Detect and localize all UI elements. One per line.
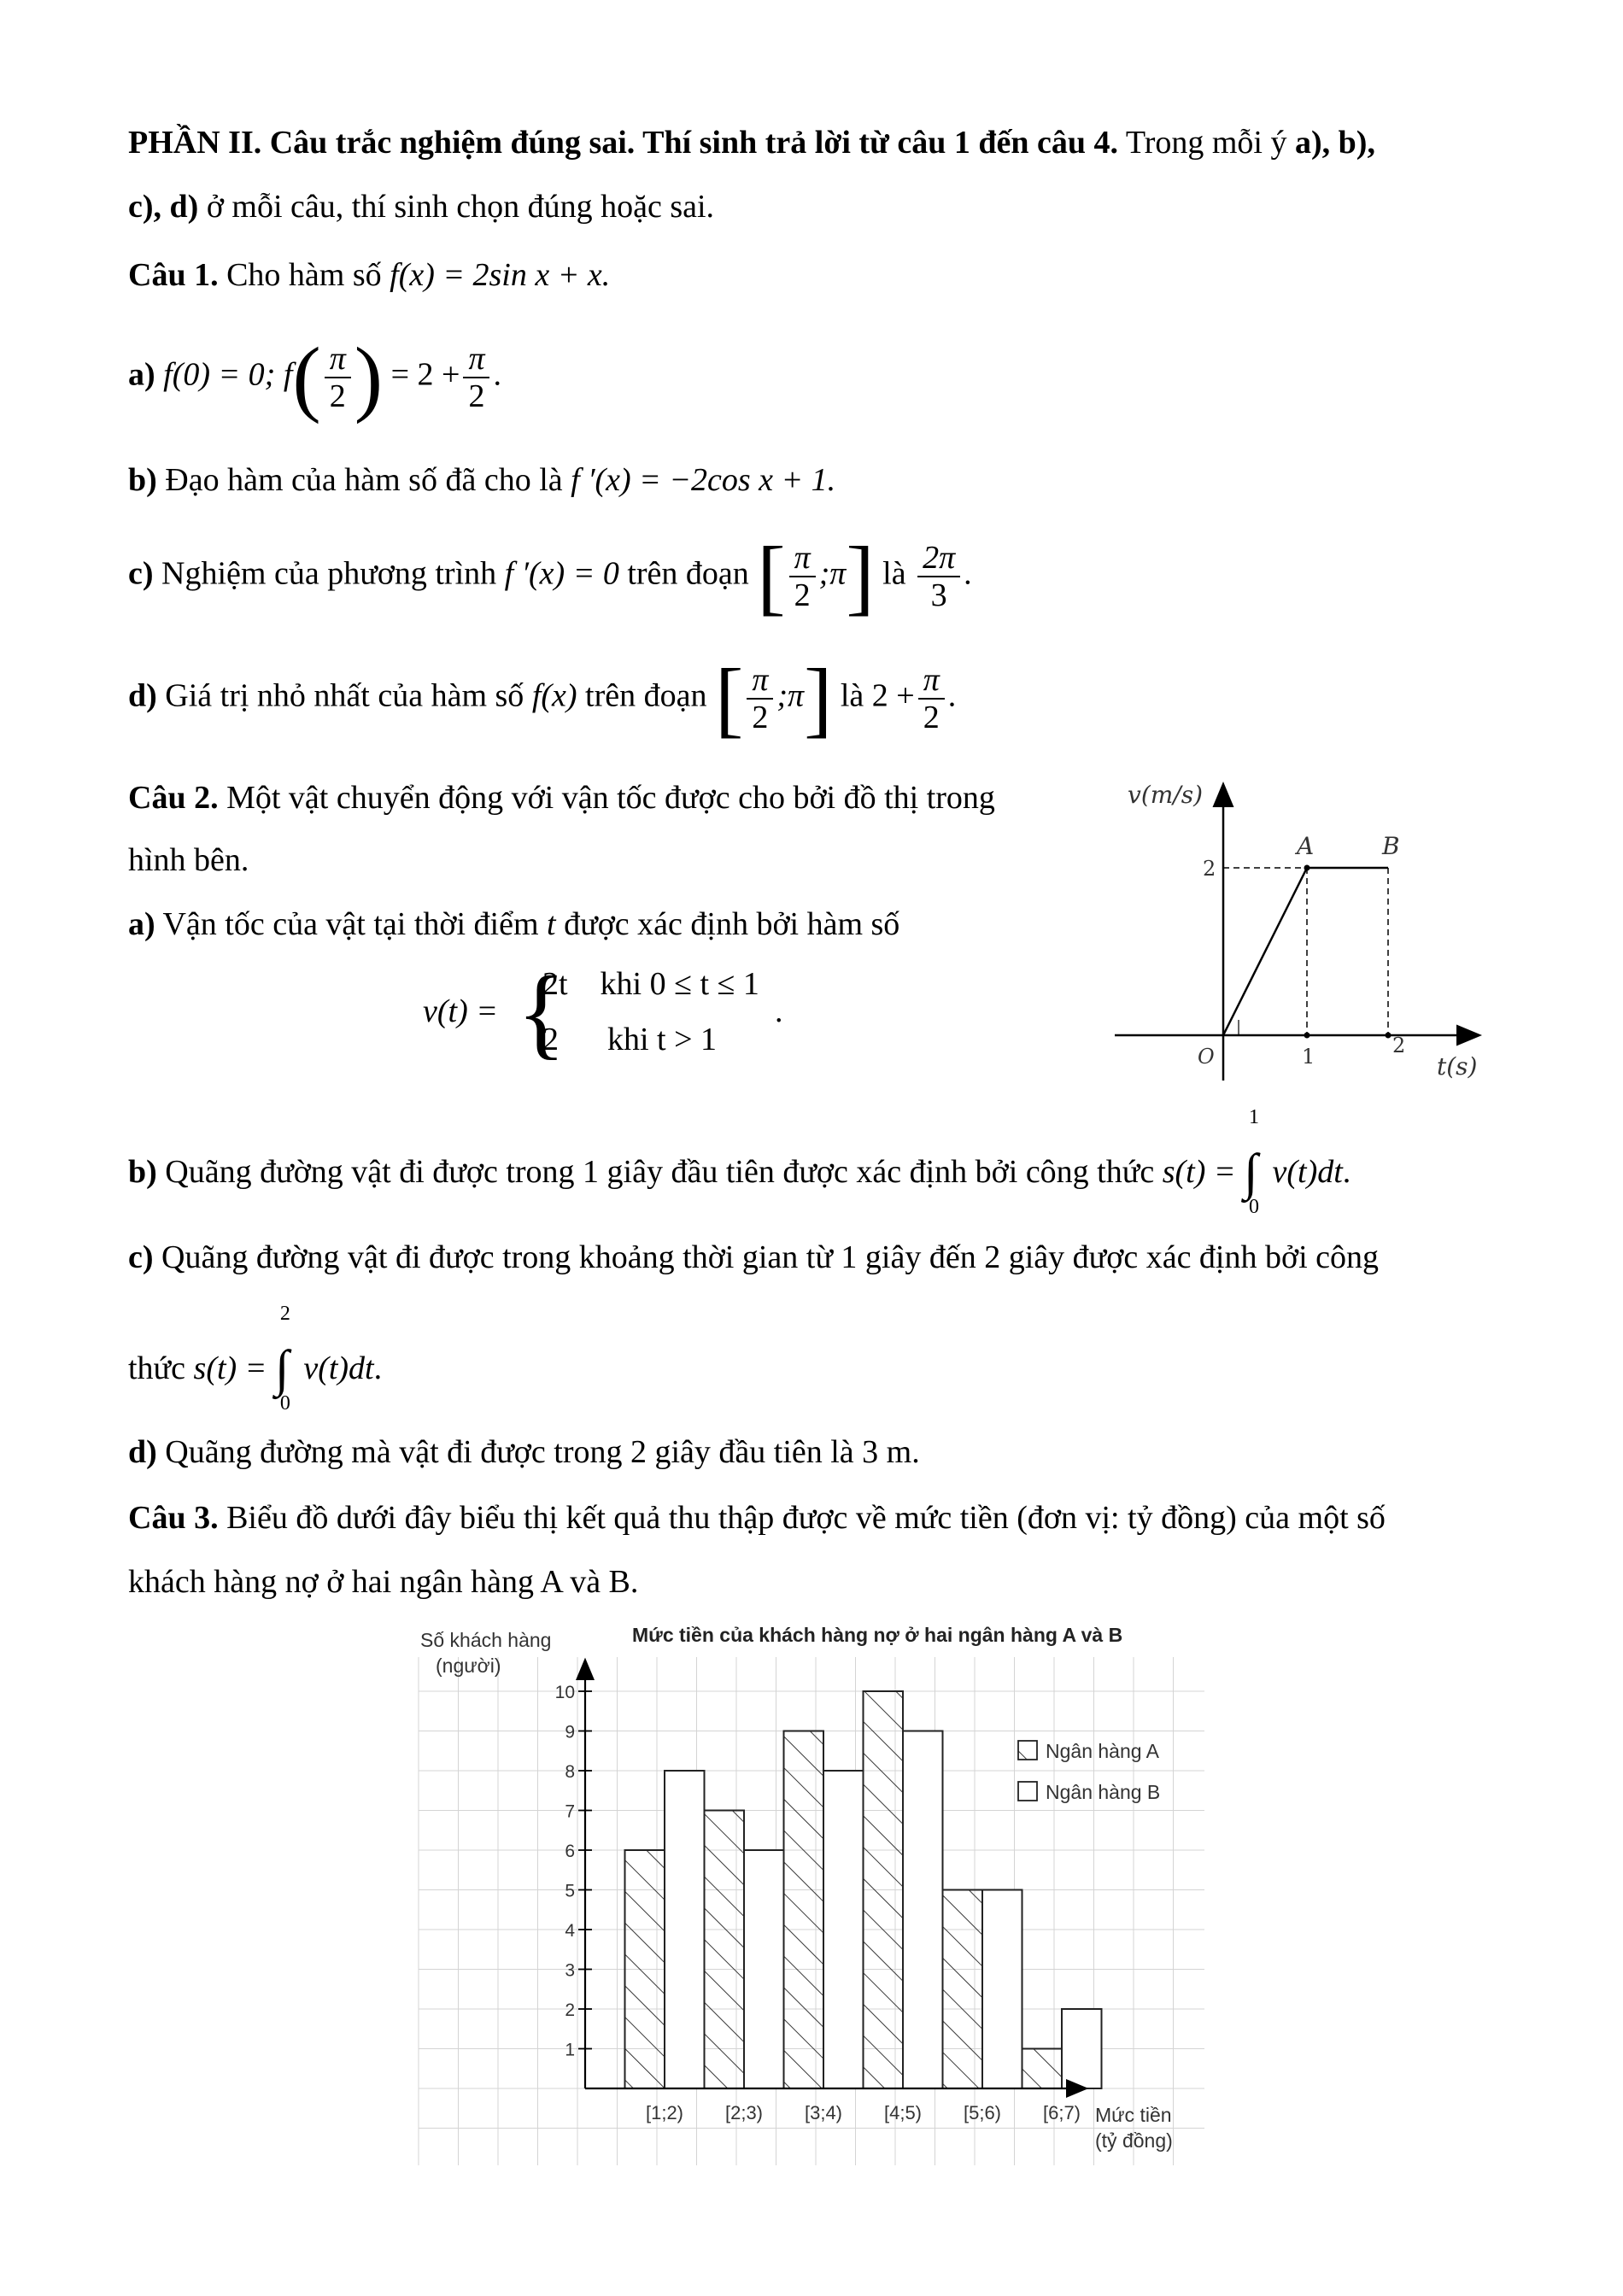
section-header-part: PHẦN II. Câu trắc nghiệm đúng sai. Thí sinh trả lời từ câu 1 đến câu 4. bbox=[128, 125, 1119, 161]
section-header-line2-text: ở mỗi câu, thí sinh chọn đúng hoặc sai. bbox=[198, 189, 715, 225]
x-tick-label: [3;4) bbox=[804, 2102, 843, 2123]
q1-d-label: d) bbox=[128, 677, 157, 714]
q1-c-frac-2: $\frac{2\pi}{3}$ bbox=[917, 540, 960, 613]
y-tick-label: 8 bbox=[565, 1762, 575, 1782]
graph-tick-x2: 2 bbox=[1392, 1034, 1406, 1057]
section-header-tail: Trong mỗi ý bbox=[1118, 125, 1295, 161]
q1-c-formula: f ′(x) = 0 bbox=[504, 555, 619, 592]
bar-bank-b bbox=[665, 1771, 705, 2088]
graph-origin: O bbox=[1198, 1045, 1215, 1069]
q2-piece-2: 2 khi t > 1 bbox=[542, 1022, 718, 1057]
bar-bank-b bbox=[1062, 2009, 1102, 2088]
bar-bank-a bbox=[705, 1811, 745, 2089]
q1-d-text: Giá trị nhỏ nhất của hàm số bbox=[156, 677, 532, 714]
graph-point-a bbox=[1304, 865, 1310, 871]
y-tick-label: 1 bbox=[565, 2040, 575, 2060]
q3-label: Câu 3. bbox=[128, 1500, 219, 1536]
q1-d-frac-2: $\frac{\pi}{2}$ bbox=[918, 662, 945, 735]
q1-a: a) f(0) = 0; f( $\frac{\pi}{2}$ ) = 2 + $\frac{\pi}{2}$ . bbox=[128, 330, 501, 425]
q2-d: d) Quãng đường mà vật đi được trong 2 giây đầu tiên là 3 m. bbox=[128, 1434, 920, 1470]
chart-xlabel-1: Mức tiền bbox=[1095, 2104, 1172, 2126]
q1-c-frac-1: $\frac{\pi}{2}$ bbox=[789, 540, 816, 613]
graph-point-x1 bbox=[1304, 1033, 1310, 1039]
x-tick-label: [6;7) bbox=[1042, 2102, 1081, 2123]
q2-d-label: d) bbox=[128, 1434, 157, 1470]
q2-c-label: c) bbox=[128, 1239, 154, 1275]
graph-tick-x1: 1 bbox=[1302, 1045, 1315, 1069]
chart-xlabel-2: (tỷ đồng) bbox=[1095, 2129, 1173, 2152]
q1-label: Câu 1. bbox=[128, 257, 219, 293]
q2-stem-1: Câu 2. Một vật chuyển động với vận tốc được cho bởi đồ thị trong bbox=[128, 780, 995, 816]
q1-function: f(x) = 2sin x + x. bbox=[390, 257, 611, 293]
graph-point-x2 bbox=[1386, 1033, 1392, 1039]
q1-a-frac-1: $\frac{\pi}{2}$ bbox=[325, 341, 351, 414]
q2-c: c) Quãng đường vật đi được trong khoảng thời gian từ 1 giây đến 2 giây được xác định bởi công bbox=[128, 1239, 1380, 1275]
bar-bank-a bbox=[625, 1850, 665, 2088]
q2-a: a) Vận tốc của vật tại thời điểm t được xác định bởi hàm số bbox=[128, 906, 900, 942]
q2-c-formula: thức s(t) = ∫ 2 0 v(t)dt. bbox=[128, 1303, 383, 1414]
y-tick-label: 2 bbox=[565, 2000, 575, 2020]
y-tick-label: 3 bbox=[565, 1960, 575, 1981]
brace-icon: { bbox=[517, 955, 566, 1069]
y-tick-label: 6 bbox=[565, 1842, 575, 1861]
q1-a-label: a) bbox=[128, 356, 155, 393]
q1-a-frac-2: $\frac{\pi}{2}$ bbox=[463, 341, 489, 414]
y-tick-label: 5 bbox=[565, 1881, 575, 1901]
q2-piece-1: 2t khi 0 ≤ t ≤ 1 bbox=[542, 966, 759, 1002]
bar-bank-b bbox=[823, 1771, 864, 2088]
section-header-options-1: a), b), bbox=[1295, 125, 1375, 161]
q1-stem bbox=[128, 256, 610, 294]
x-tick-label: [2;3) bbox=[724, 2102, 764, 2123]
bar-bank-a bbox=[864, 1691, 904, 2088]
q2-a-label: a) bbox=[128, 906, 155, 942]
bar-bank-b bbox=[903, 1731, 943, 2089]
q1-c: c) Nghiệm của phương trình f ′(x) = 0 trên đoạn [ $\frac{\pi}{2}$ ;π] là $\frac{2\pi}{3}$ . bbox=[128, 529, 972, 624]
q2-stem-2: hình bên. bbox=[128, 842, 249, 878]
graph-xlabel: t(s) bbox=[1437, 1052, 1478, 1081]
graph-label-b: B bbox=[1382, 832, 1400, 860]
q3-stem-2: khách hàng nợ ở hai ngân hàng A và B. bbox=[128, 1564, 639, 1600]
q1-a-formula-1: f(0) = 0; f bbox=[163, 356, 293, 393]
q1-d-formula: f(x) bbox=[531, 677, 577, 714]
q3-stem-1: Câu 3. Biểu đồ dưới đây biểu thị kết quả thu thập được về mức tiền (đơn vị: tỷ đồng) của một số bbox=[128, 1500, 1386, 1536]
x-tick-label: [1;2) bbox=[645, 2102, 684, 2123]
chart-ylabel-1: Số khách hàng bbox=[420, 1629, 552, 1651]
q1-b-formula: f ′(x) = −2cos x + 1. bbox=[571, 462, 836, 498]
graph-tick-y2: 2 bbox=[1203, 857, 1216, 881]
bar-bank-a bbox=[1022, 2049, 1063, 2089]
chart-legend bbox=[1018, 1740, 1160, 1803]
bar-bank-b bbox=[744, 1850, 784, 2088]
chart-ylabel-2: (người) bbox=[436, 1655, 501, 1677]
section-header-line-2 bbox=[128, 188, 714, 226]
q1-d: d) Giá trị nhỏ nhất của hàm số f(x) trên đoạn [ $\frac{\pi}{2}$ ;π] là 2 + $\frac{\pi}{2}$ . bbox=[128, 651, 957, 746]
legend-label-a: Ngân hàng A bbox=[1046, 1740, 1160, 1762]
x-tick-label: [5;6) bbox=[963, 2102, 1002, 2123]
bar-bank-a bbox=[943, 1890, 983, 2089]
q1-a-formula-2: = 2 + bbox=[390, 356, 460, 393]
legend-label-b: Ngân hàng B bbox=[1046, 1781, 1161, 1803]
section-header-line-1 bbox=[128, 124, 1375, 161]
graph-ylabel: v(m/s) bbox=[1128, 781, 1204, 809]
y-tick-label: 4 bbox=[565, 1921, 575, 1941]
q1-b-label: b) bbox=[128, 462, 157, 498]
q2-label: Câu 2. bbox=[128, 780, 219, 816]
q2-b: b) Quãng đường vật đi được trong 1 giây đầu tiên được xác định bởi công thức s(t) = ∫ 1 0 v(t)dt. bbox=[128, 1106, 1351, 1218]
integral-sign-icon: ∫ 1 0 bbox=[1244, 1106, 1259, 1218]
section-header-options-2: c), d) bbox=[128, 189, 199, 225]
q1-b bbox=[128, 461, 835, 499]
bank-debt-bar-chart bbox=[410, 1614, 1213, 2170]
chart-title: Mức tiền của khách hàng nợ ở hai ngân hàng A và B bbox=[632, 1624, 1123, 1646]
integral-sign-icon: ∫ 2 0 bbox=[274, 1303, 290, 1414]
bar-bank-b bbox=[982, 1890, 1022, 2089]
legend-swatch-a bbox=[1018, 1741, 1037, 1760]
y-tick-label: 9 bbox=[565, 1722, 575, 1742]
q1-c-text: Nghiệm của phương trình bbox=[153, 555, 505, 592]
q1-d-frac-1: $\frac{\pi}{2}$ bbox=[747, 662, 773, 735]
q1-b-text: Đạo hàm của hàm số đã cho là bbox=[156, 462, 571, 498]
graph-segment-oa bbox=[1223, 868, 1307, 1035]
bar-bank-a bbox=[784, 1731, 824, 2089]
y-tick-label: 10 bbox=[554, 1683, 575, 1702]
q2-b-label: b) bbox=[128, 1154, 157, 1190]
y-tick-label: 7 bbox=[565, 1801, 575, 1822]
q2-piecewise-lhs: v(t) = bbox=[423, 993, 498, 1029]
graph-label-a: A bbox=[1297, 832, 1315, 860]
x-tick-label: [4;5) bbox=[883, 2102, 923, 2123]
q1-stem-text: Cho hàm số bbox=[218, 257, 390, 293]
legend-swatch-b bbox=[1018, 1782, 1037, 1801]
velocity-time-graph bbox=[1110, 769, 1495, 1093]
q1-c-label: c) bbox=[128, 555, 154, 592]
